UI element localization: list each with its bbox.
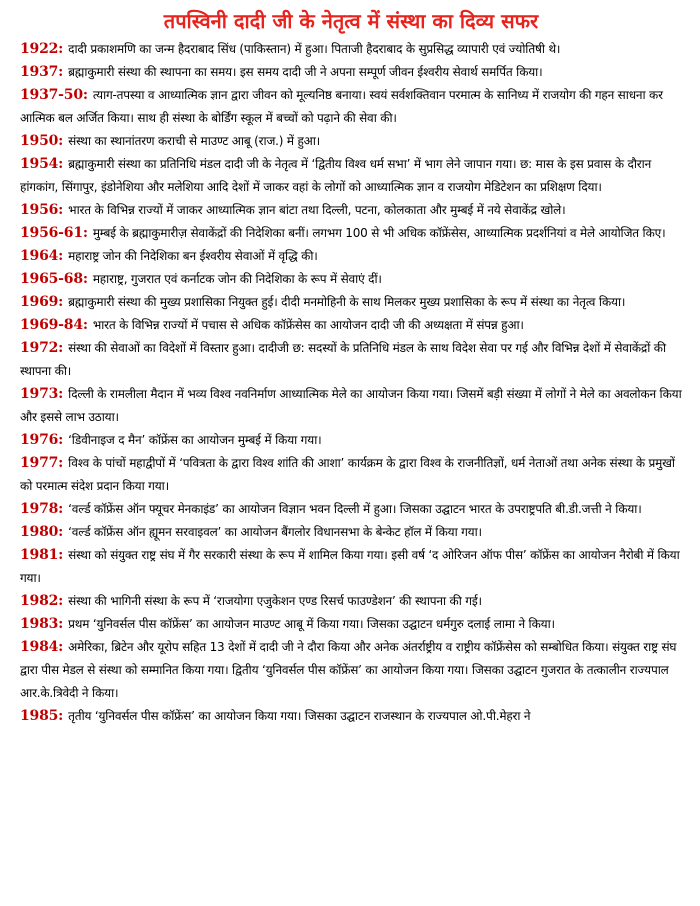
entry-text: महाराष्ट्र, गुजरात एवं कर्नाटक जोन की निदेशिका के रूप में सेवाएं दीं।	[92, 272, 382, 286]
entry-year: 1978:	[20, 501, 64, 517]
timeline-entry	[20, 84, 682, 130]
entry-year: 1965-68:	[20, 271, 88, 287]
entry-year: 1937-50:	[20, 87, 88, 103]
timeline-entry	[20, 636, 682, 705]
entry-year: 1937:	[20, 64, 64, 80]
entry-text: भारत के विभिन्न राज्यों में पचास से अधिक कॉफ्रेंसेस का आयोजन दादी जी की अध्यक्षता में संपन्न हुआ।	[92, 318, 524, 332]
entry-text: ब्रह्माकुमारी संस्था की मुख्य प्रशासिका नियुक्त हुई। दीदी मनमोहिनी के साथ मिलकर मुख्य प्रशासिका के रूप में संस्था का नेतृत्व किया।	[68, 295, 626, 309]
entry-text: अमेरिका, ब्रिटेन और यूरोप सहित 13 देशों में दादी जी ने दौरा किया और अनेक अंतर्राष्ट्रीय व राष्ट्रीय कॉफ्रेंसेस को सम्बोधित किया। संयुक्त राष्ट्र संघ द्वारा पीस मेडल से संस्था को सम्मानित किया गया। द्वितीय ‘युनिवर्सल पीस कॉफ्रेंस’ का आयोजन किया गया। जिसका उद्घाटन गुजरात के तत्कालीन राज्यपाल आर.के.त्रिवेदी ने किया।	[20, 640, 677, 700]
timeline-entry	[20, 544, 682, 590]
entry-year: 1980:	[20, 524, 64, 540]
entry-text: दादी प्रकाशमणि का जन्म हैदराबाद सिंध (पाकिस्तान) में हुआ। पिताजी हैदराबाद के सुप्रसिद्ध व्यापारी एवं ज्योतिषी थे।	[68, 42, 561, 56]
entry-year: 1956-61:	[20, 225, 88, 241]
entry-year: 1954:	[20, 156, 64, 172]
entry-year: 1973:	[20, 386, 64, 402]
entry-text: ब्रह्माकुमारी संस्था का प्रतिनिधि मंडल दादी जी के नेतृत्व में ‘द्वितीय विश्व धर्म सभा’ में भाग लेने जापान गया। छ: मास के इस प्रवास के दौरान हांगकांग, सिंगापुर, इंडोनेशिया और मलेशिया आदि देशों में जाकर वहां के लोगों को आध्यात्मिक ज्ञान व राजयोग मेडिटेशन का प्रशिक्षण दिया।	[20, 157, 652, 194]
entry-year: 1981:	[20, 547, 64, 563]
timeline-entry	[20, 38, 682, 61]
timeline-entry	[20, 498, 682, 521]
entry-text: ब्रह्माकुमारी संस्था की स्थापना का समय। इस समय दादी जी ने अपना सम्पूर्ण जीवन ईश्वरीय सेवार्थ समर्पित किया।	[68, 65, 543, 79]
entry-year: 1972:	[20, 340, 64, 356]
timeline-entry	[20, 452, 682, 498]
timeline-entry	[20, 130, 682, 153]
entry-text: संस्था की भागिनी संस्था के रूप में ‘राजयोगा एजुकेशन एण्ड रिसर्च फाउण्डेशन’ की स्थापना की गई।	[68, 594, 482, 608]
timeline-entry	[20, 590, 682, 613]
entry-text: संस्था को संयुक्त राष्ट्र संघ में गैर सरकारी संस्था के रूप में शामिल किया गया। इसी वर्ष ‘द ओरिजन ऑफ पीस’ कॉफ्रेंस का आयोजन नैरोबी में किया गया।	[20, 548, 680, 585]
entry-text: दिल्ली के रामलीला मैदान में भव्य विश्व नवनिर्माण आध्यात्मिक मेले का आयोजन किया गया। जिसमें बड़ी संख्या में लोगों ने मेले का अवलोकन किया और इससे लाभ उठाया।	[20, 387, 682, 424]
entry-year: 1969-84:	[20, 317, 88, 333]
entry-text: ‘डिवीनाइज द मैन’ कॉफ्रेंस का आयोजन मुम्बई में किया गया।	[68, 433, 322, 447]
entry-text: महाराष्ट्र जोन की निदेशिका बन ईश्वरीय सेवाओं में वृद्धि की।	[68, 249, 318, 263]
entry-year: 1985:	[20, 708, 64, 724]
entry-year: 1976:	[20, 432, 64, 448]
timeline-entry	[20, 613, 682, 636]
timeline-entry	[20, 521, 682, 544]
entry-text: संस्था की सेवाओं का विदेशों में विस्तार हुआ। दादीजी छ: सदस्यों के प्रतिनिधि मंडल के साथ विदेश सेवा पर गई और विभिन्न देशों में सेवाकेंद्रों की स्थापना की।	[20, 341, 666, 378]
timeline-entry	[20, 291, 682, 314]
entry-year: 1922:	[20, 41, 64, 57]
timeline-entry	[20, 153, 682, 199]
entry-text: ‘वर्ल्ड कॉफ्रेंस ऑन फ्यूचर मेनकाइंड’ का आयोजन विज्ञान भवन दिल्ली में हुआ। जिसका उद्घाटन भारत के उपराष्ट्रपति बी.डी.जत्ती ने किया।	[68, 502, 642, 516]
entry-year: 1964:	[20, 248, 64, 264]
timeline-entry	[20, 245, 682, 268]
timeline-entry	[20, 61, 682, 84]
page-title: तपस्विनी दादी जी के नेतृत्व में संस्था का दिव्य सफर	[163, 9, 539, 33]
entry-year: 1969:	[20, 294, 64, 310]
entry-text: त्याग-तपस्या व आध्यात्मिक ज्ञान द्वारा जीवन को मूल्यनिष्ठ बनाया। स्वयं सर्वशक्तिवान परमात्म के सानिध्य में राजयोग की गहन साधना कर आत्मिक बल अर्जित किया। साथ ही संस्था के बोर्डिंग स्कूल में बच्चों को पढ़ाने की सेवा की।	[20, 88, 663, 125]
entry-text: तृतीय ‘युनिवर्सल पीस कॉफ्रेंस’ का आयोजन किया गया। जिसका उद्घाटन राजस्थान के राज्यपाल ओ.पी.मेहरा ने	[68, 709, 531, 723]
entry-year: 1984:	[20, 639, 64, 655]
entry-year: 1983:	[20, 616, 64, 632]
timeline-entry	[20, 268, 682, 291]
timeline-entry	[20, 337, 682, 383]
timeline-entry	[20, 705, 682, 728]
entry-text: ‘वर्ल्ड कॉफ्रेंस ऑन ह्यूमन सरवाइवल’ का आयोजन बैंगलोर विधानसभा के बेन्केट हॉल में किया गया।	[68, 525, 482, 539]
entry-text: भारत के विभिन्न राज्यों में जाकर आध्यात्मिक ज्ञान बांटा तथा दिल्ली, पटना, कोलकाता और मुम्बई में नये सेवाकेंद्र खोले।	[68, 203, 566, 217]
timeline-entry	[20, 199, 682, 222]
entry-text: प्रथम ‘युनिवर्सल पीस कॉफ्रेंस’ का आयोजन माउण्ट आबू में किया गया। जिसका उद्घाटन धर्मगुरु दलाई लामा ने किया।	[68, 617, 555, 631]
entry-year: 1956:	[20, 202, 64, 218]
entry-year: 1982:	[20, 593, 64, 609]
timeline-list	[20, 38, 682, 728]
entry-text: मुम्बई के ब्रह्माकुमारीज़ सेवाकेंद्रों की निदेशिका बनीं। लगभग 100 से भी अधिक कॉफ्रेंसेस, आध्यात्मिक प्रदर्शनियां व मेले आयोजित किए।	[92, 226, 666, 240]
timeline-entry	[20, 429, 682, 452]
timeline-entry	[20, 222, 682, 245]
timeline-entry	[20, 383, 682, 429]
entry-year: 1977:	[20, 455, 64, 471]
entry-text: संस्था का स्थानांतरण कराची से माउण्ट आबू (राज.) में हुआ।	[68, 134, 321, 148]
timeline-entry	[20, 314, 682, 337]
entry-text: विश्व के पांचों महाद्वीपों में ‘पवित्रता के द्वारा विश्व शांति की आशा’ कार्यक्रम के द्वारा विश्व के राजनीतिज्ञों, धर्म नेताओं तथा अनेक संस्था के प्रमुखों को परमात्म संदेश प्रदान किया गया।	[20, 456, 675, 493]
entry-year: 1950:	[20, 133, 64, 149]
